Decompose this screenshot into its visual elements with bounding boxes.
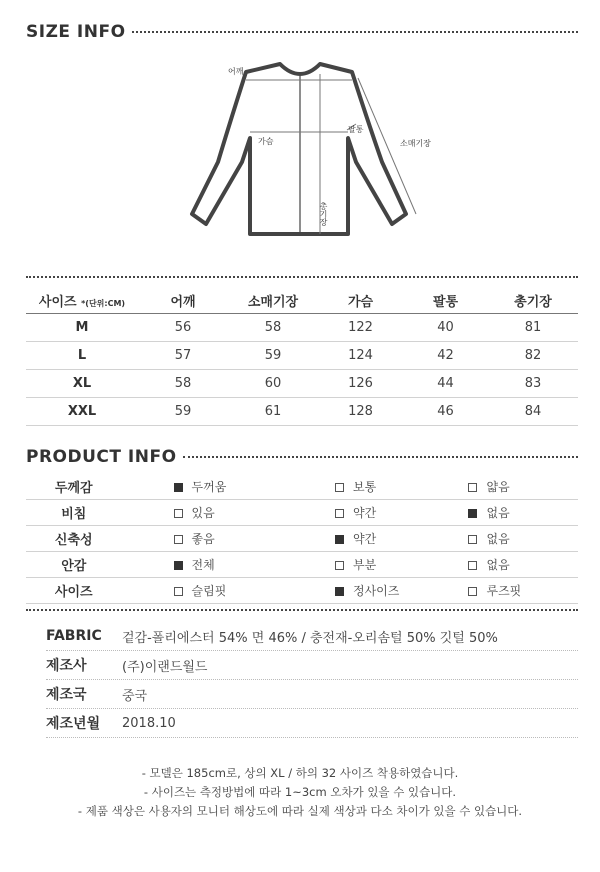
- size-info-header: [26, 22, 578, 42]
- product-info-title: PRODUCT INFO: [26, 447, 177, 467]
- table-row: [26, 342, 578, 370]
- product-info-option: [122, 552, 283, 578]
- cell-size: XL: [26, 370, 138, 398]
- diagram-label-sleeve-length: 소매기장: [400, 139, 431, 148]
- unchecked-box-icon: [174, 587, 183, 596]
- product-info-option: [283, 552, 444, 578]
- option-text: 전체: [191, 558, 215, 572]
- checked-box-icon: [335, 587, 344, 596]
- product-info-label: 사이즈: [26, 578, 122, 604]
- option-text: 약간: [353, 532, 377, 546]
- table-row: [26, 314, 578, 342]
- cell-sleeve-length: 60: [228, 370, 318, 398]
- cell-chest: 128: [318, 398, 403, 426]
- unchecked-box-icon: [468, 561, 477, 570]
- header-size: 사이즈 *(단위:CM): [26, 287, 138, 314]
- cell-sleeve-length: 58: [228, 314, 318, 342]
- cell-total-length: 83: [488, 370, 578, 398]
- checked-box-icon: [335, 535, 344, 544]
- notes: [0, 764, 600, 821]
- cell-total-length: 84: [488, 398, 578, 426]
- unit-note: *(단위:CM): [81, 298, 126, 308]
- checked-box-icon: [174, 561, 183, 570]
- product-info-option: [122, 578, 283, 604]
- option-text: 루즈핏: [486, 584, 522, 598]
- note-line: - 제품 색상은 사용자의 모니터 해상도에 따라 실제 색상과 다소 차이가 있을 수 있습니다.: [77, 804, 523, 818]
- unchecked-box-icon: [335, 483, 344, 492]
- option-text: 좋음: [191, 532, 215, 546]
- header-chest: 가슴: [318, 287, 403, 314]
- option-text: 보통: [353, 480, 377, 494]
- product-info-option: [444, 578, 578, 604]
- cell-sleeve-width: 42: [403, 342, 488, 370]
- product-info-option: [122, 500, 283, 526]
- product-info-option: [444, 526, 578, 552]
- unchecked-box-icon: [468, 483, 477, 492]
- product-info-option: [283, 526, 444, 552]
- diagram-label-chest: 가슴: [258, 137, 274, 146]
- unchecked-box-icon: [174, 535, 183, 544]
- product-info-row: [26, 552, 578, 578]
- unchecked-box-icon: [468, 587, 477, 596]
- size-table-header: [26, 287, 578, 314]
- detail-value: 2018.10: [122, 715, 176, 731]
- detail-row: [46, 709, 578, 738]
- product-info-option: [283, 578, 444, 604]
- note-line: - 사이즈는 측정방법에 따라 1~3cm 오차가 있을 수 있습니다.: [143, 785, 457, 799]
- option-text: 없음: [486, 506, 510, 520]
- product-info-label: 안감: [26, 552, 122, 578]
- product-details: [46, 622, 578, 738]
- diagram-label-shoulder: 어깨: [228, 67, 244, 76]
- unchecked-box-icon: [335, 509, 344, 518]
- option-text: 슬림핏: [191, 584, 227, 598]
- size-table: [26, 287, 578, 426]
- detail-key: 제조국: [46, 687, 87, 703]
- detail-row: [46, 651, 578, 680]
- option-text: 얇음: [486, 480, 510, 494]
- cell-size: XXL: [26, 398, 138, 426]
- checked-box-icon: [174, 483, 183, 492]
- header-sleeve-width: 팔통: [403, 287, 488, 314]
- cell-size: L: [26, 342, 138, 370]
- garment-diagram: [160, 52, 450, 242]
- product-info-row: [26, 578, 578, 604]
- product-info-label: 비침: [26, 500, 122, 526]
- product-info-row: [26, 500, 578, 526]
- cell-sleeve-length: 61: [228, 398, 318, 426]
- option-text: 약간: [353, 506, 377, 520]
- detail-value: 중국: [122, 688, 148, 704]
- note-line: - 모델은 185cm로, 상의 XL / 하의 32 사이즈 착용하였습니다.: [141, 766, 459, 780]
- unchecked-box-icon: [174, 509, 183, 518]
- cell-shoulder: 56: [138, 314, 228, 342]
- cell-shoulder: 59: [138, 398, 228, 426]
- product-info-row: [26, 526, 578, 552]
- cell-total-length: 81: [488, 314, 578, 342]
- cell-chest: 122: [318, 314, 403, 342]
- detail-row: [46, 622, 578, 651]
- detail-row: [46, 680, 578, 709]
- checked-box-icon: [468, 509, 477, 518]
- cell-chest: 124: [318, 342, 403, 370]
- product-info-option: [444, 500, 578, 526]
- product-info-option: [283, 500, 444, 526]
- section-divider: [26, 609, 578, 611]
- product-info-option: [122, 526, 283, 552]
- product-info-row: [26, 474, 578, 500]
- product-info-option: [283, 474, 444, 500]
- cell-sleeve-width: 46: [403, 398, 488, 426]
- header-dotted-line: [132, 31, 578, 33]
- option-text: 없음: [486, 558, 510, 572]
- header-shoulder: 어깨: [138, 287, 228, 314]
- cell-shoulder: 57: [138, 342, 228, 370]
- cell-total-length: 82: [488, 342, 578, 370]
- cell-size: M: [26, 314, 138, 342]
- size-info-title: SIZE INFO: [26, 22, 126, 42]
- option-text: 부분: [353, 558, 377, 572]
- product-info-option: [122, 474, 283, 500]
- product-info-label: 두께감: [26, 474, 122, 500]
- product-info-label: 신축성: [26, 526, 122, 552]
- cell-sleeve-width: 40: [403, 314, 488, 342]
- detail-value: (주)이랜드월드: [122, 659, 208, 675]
- unchecked-box-icon: [335, 561, 344, 570]
- diagram-label-total-length: 총기장: [319, 202, 328, 226]
- detail-key: 제조사: [46, 658, 87, 674]
- detail-key: FABRIC: [46, 628, 102, 644]
- product-info-option: [444, 552, 578, 578]
- header-total-length: 총기장: [488, 287, 578, 314]
- cell-chest: 126: [318, 370, 403, 398]
- header-sleeve-length: 소매기장: [228, 287, 318, 314]
- option-text: 정사이즈: [353, 584, 400, 598]
- header-dotted-line: [183, 456, 578, 458]
- option-text: 두꺼움: [191, 480, 227, 494]
- section-divider: [26, 276, 578, 278]
- option-text: 없음: [486, 532, 510, 546]
- cell-sleeve-length: 59: [228, 342, 318, 370]
- option-text: 있음: [191, 506, 215, 520]
- detail-value: 겉감-폴리에스터 54% 면 46% / 충전재-오리솜털 50% 깃털 50%: [122, 630, 498, 646]
- product-info-option: [444, 474, 578, 500]
- table-row: [26, 398, 578, 426]
- product-info-header: [26, 447, 578, 467]
- cell-shoulder: 58: [138, 370, 228, 398]
- diagram-label-sleeve-width: 팔통: [348, 125, 364, 134]
- cell-sleeve-width: 44: [403, 370, 488, 398]
- table-row: [26, 370, 578, 398]
- unchecked-box-icon: [468, 535, 477, 544]
- product-info-table: [26, 474, 578, 604]
- detail-key: 제조년월: [46, 716, 101, 732]
